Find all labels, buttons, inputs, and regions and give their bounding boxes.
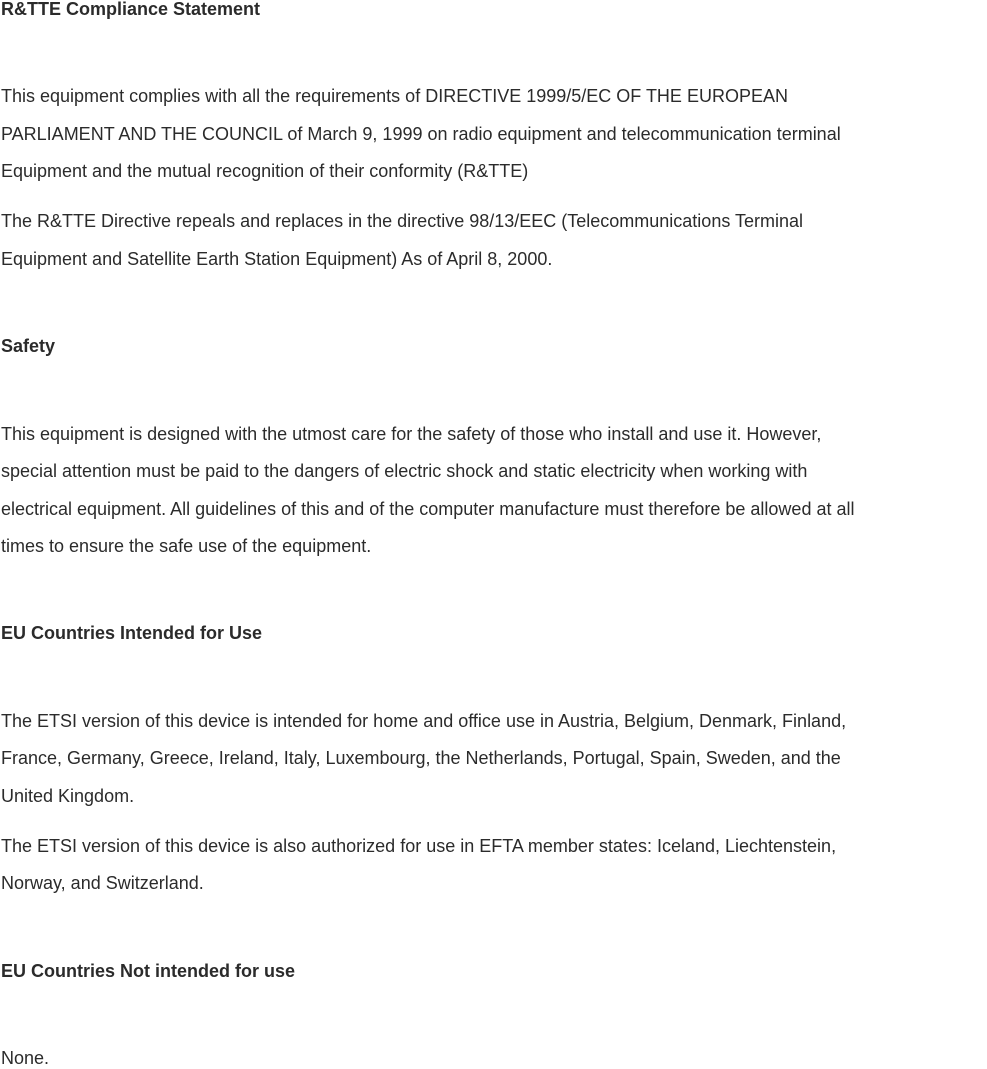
rtte-p2-line-1: The R&TTE Directive repeals and replaces in the directive 98/13/EEC (Telecommunications Terminal [1, 211, 804, 231]
rtte-p1-line-2: PARLIAMENT AND THE COUNCIL of March 9, 1999 on radio equipment and telecommunication terminal [1, 124, 841, 144]
eu-intended-heading: EU Countries Intended for Use [1, 623, 263, 643]
eu-not-intended-heading: EU Countries Not intended for use [1, 961, 296, 981]
safety-p1-line-2: special attention must be paid to the dangers of electric shock and static electricity when working with [1, 461, 808, 481]
safety-p1-line-1: This equipment is designed with the utmost care for the safety of those who install and use it. However, [1, 424, 822, 444]
rtte-p2-line-2: Equipment and Satellite Earth Station Equipment) As of April 8, 2000. [1, 249, 553, 269]
safety-p1-line-4: times to ensure the safe use of the equipment. [1, 536, 372, 556]
eu-intended-p1-line-2: France, Germany, Greece, Ireland, Italy, Luxembourg, the Netherlands, Portugal, Spain, Sweden, and the [1, 748, 841, 768]
rtte-p1-line-3: Equipment and the mutual recognition of their conformity (R&TTE) [1, 161, 529, 181]
eu-intended-p1-line-3: United Kingdom. [1, 786, 135, 806]
rtte-heading: R&TTE Compliance Statement [1, 0, 261, 19]
eu-not-intended-p1-line-1: None. [1, 1048, 50, 1068]
safety-heading: Safety [1, 336, 56, 356]
eu-intended-p2-line-2: Norway, and Switzerland. [1, 873, 204, 893]
safety-p1-line-3: electrical equipment. All guidelines of this and of the computer manufacture must therefore be allowed at all [1, 499, 855, 519]
rtte-p1-line-1: This equipment complies with all the requirements of DIRECTIVE 1999/5/EC OF THE EUROPEAN [1, 86, 788, 106]
eu-intended-p1-line-1: The ETSI version of this device is intended for home and office use in Austria, Belgium, Denmark, Finland, [1, 711, 847, 731]
eu-intended-p2-line-1: The ETSI version of this device is also authorized for use in EFTA member states: Iceland, Liechtenstein, [1, 836, 837, 856]
